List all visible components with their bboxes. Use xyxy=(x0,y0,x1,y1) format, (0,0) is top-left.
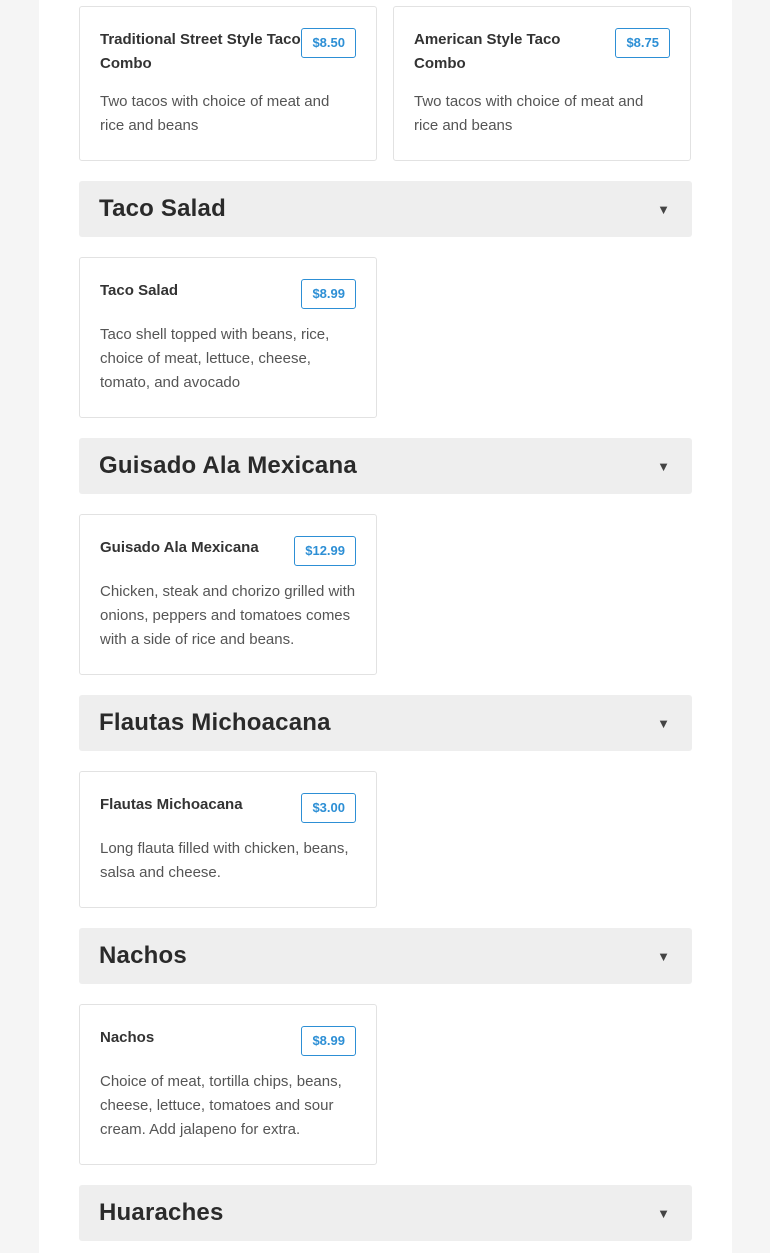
section-header-huaraches[interactable] xyxy=(79,1185,692,1241)
menu-item-card[interactable] xyxy=(79,771,377,908)
section-header-nachos[interactable] xyxy=(79,928,692,984)
section-items xyxy=(79,494,692,675)
price-badge: $8.75 xyxy=(615,28,670,58)
caret-down-icon: ▼ xyxy=(657,458,670,474)
section-items xyxy=(79,1241,692,1253)
caret-down-icon: ▼ xyxy=(657,1205,670,1221)
section-items xyxy=(79,984,692,1165)
menu-content xyxy=(79,0,692,1253)
price-badge: $8.50 xyxy=(301,28,356,58)
item-name: Guisado Ala Mexicana xyxy=(100,539,259,556)
section-title: Flautas Michoacana xyxy=(99,709,331,736)
item-name: Flautas Michoacana xyxy=(100,796,243,813)
section-title: Taco Salad xyxy=(99,195,226,222)
item-name: Traditional Street Style Taco Combo xyxy=(100,31,301,72)
caret-down-icon: ▼ xyxy=(657,948,670,964)
item-description: Two tacos with choice of meat and rice and beans xyxy=(100,93,330,134)
section-header-taco-salad[interactable] xyxy=(79,181,692,237)
price-badge: $8.99 xyxy=(301,279,356,309)
section-title: Nachos xyxy=(99,942,187,969)
menu-item-card[interactable] xyxy=(393,6,691,161)
item-description: Choice of meat, tortilla chips, beans, cheese, lettuce, tomatoes and sour cream. Add jalapeno for extra. xyxy=(100,1073,342,1138)
item-name: Taco Salad xyxy=(100,282,179,299)
menu-item-card[interactable] xyxy=(79,257,377,418)
menu-item-card[interactable] xyxy=(79,1004,377,1165)
menu-item-card[interactable] xyxy=(79,514,377,675)
item-description: Long flauta filled with chicken, beans, salsa and cheese. xyxy=(100,840,349,881)
menu-page xyxy=(39,0,732,1253)
taco-combo-items xyxy=(79,0,692,161)
section-header-guisado[interactable] xyxy=(79,438,692,494)
section-title: Guisado Ala Mexicana xyxy=(99,452,357,479)
item-description: Two tacos with choice of meat and rice and beans xyxy=(414,93,644,134)
section-header-flautas[interactable] xyxy=(79,695,692,751)
menu-item-card[interactable] xyxy=(79,6,377,161)
price-badge: $12.99 xyxy=(294,536,356,566)
price-badge: $3.00 xyxy=(301,793,356,823)
section-items xyxy=(79,751,692,908)
section-items xyxy=(79,237,692,418)
caret-down-icon: ▼ xyxy=(657,715,670,731)
item-description: Taco shell topped with beans, rice, choice of meat, lettuce, cheese, tomato, and avocado xyxy=(100,326,330,391)
price-badge: $8.99 xyxy=(301,1026,356,1056)
item-name: Nachos xyxy=(100,1029,155,1046)
section-title: Huaraches xyxy=(99,1199,224,1226)
item-name: American Style Taco Combo xyxy=(414,31,561,72)
item-description: Chicken, steak and chorizo grilled with onions, peppers and tomatoes comes with a side of rice and beans. xyxy=(100,583,356,648)
caret-down-icon: ▼ xyxy=(657,201,670,217)
